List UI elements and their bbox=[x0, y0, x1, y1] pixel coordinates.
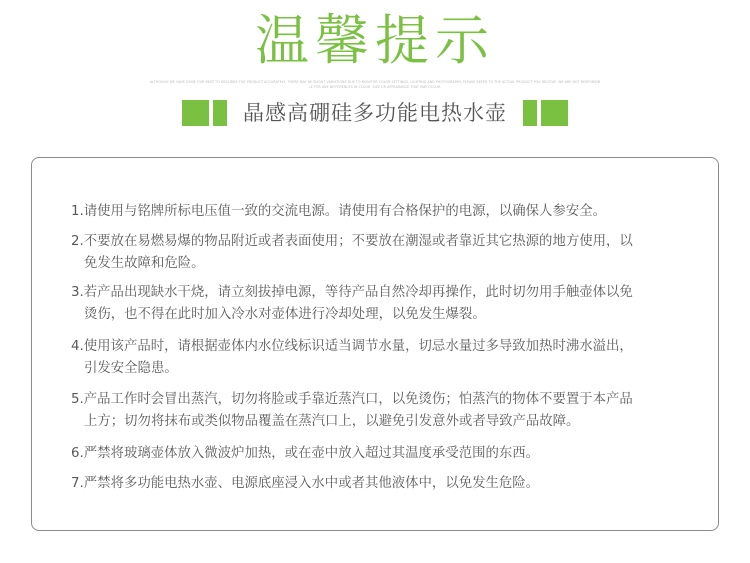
notice-line: 2.不要放在易燃易爆的物品附近或者表面使用；不要放在潮湿或者靠近其它热源的地方使用，以 bbox=[71, 234, 633, 249]
product-subtitle: 晶感高硼硅多功能电热水壶 bbox=[243, 101, 507, 125]
notice-item-1 bbox=[71, 201, 671, 223]
notice-box bbox=[31, 157, 719, 531]
notice-line: 烫伤，也不得在此时加入冷水对壶体进行冷却处理，以免发生爆裂。 bbox=[84, 307, 486, 322]
notice-line: 5.产品工作时会冒出蒸汽，切勿将脸或手靠近蒸汽口，以免烫伤；怕蒸汽的物体不要置于本产品 bbox=[71, 392, 633, 407]
accent-bar bbox=[523, 100, 537, 126]
right-accent-bars bbox=[523, 100, 568, 126]
notice-item-7 bbox=[71, 473, 671, 495]
notice-line: 6.严禁将玻璃壶体放入微波炉加热，或在壶中放入超过其温度承受范围的东西。 bbox=[71, 446, 540, 461]
subtitle-row bbox=[0, 97, 750, 129]
notice-line: 1.请使用与铭牌所标电压值一致的交流电源。请使用有合格保护的电源，以确保人参安全。 bbox=[71, 204, 607, 219]
notice-item-3 bbox=[71, 282, 671, 326]
notice-item-4 bbox=[71, 336, 671, 380]
notice-line: 免发生故障和危险。 bbox=[84, 256, 205, 271]
page-title: 温馨提示 bbox=[255, 9, 495, 72]
notice-line: 引发安全隐患。 bbox=[84, 361, 178, 376]
fine-print-disclaimer: ALTHOUGH WE HAVE DONE OUR BEST TO DESCRIBE THE PRODUCT ACCURATELY, THERE MAY BE SLIGHT VARIATIONS DUE TO MONITOR COLOR SETTINGS, LIGHTING AND PHOTOGRAPHY. PLEASE REFER TO THE ACTUAL PRODUCT YOU RECEIVE. WE ARE NOT RESPONSIBLE FOR ANY DIFFERENCES IN COLOR, SIZE OR APPEARANCE THAT MAY OCCUR. bbox=[150, 80, 600, 89]
notice-item-2 bbox=[71, 231, 671, 275]
left-accent-bars bbox=[182, 100, 227, 126]
notice-line: 4.使用该产品时，请根据壶体内水位线标识适当调节水量，切忌水量过多导致加热时沸水溢出， bbox=[71, 339, 633, 354]
accent-bar bbox=[541, 100, 568, 126]
notice-line: 上方；切勿将抹布或类似物品覆盖在蒸汽口上，以避免引发意外或者导致产品故障。 bbox=[84, 414, 580, 429]
accent-bar bbox=[182, 100, 209, 126]
notice-line: 3.若产品出现缺水干烧，请立刻拔掉电源，等待产品自然冷却再操作，此时切勿用手触壶体以免 bbox=[71, 285, 633, 300]
notice-item-6 bbox=[71, 443, 671, 465]
notice-item-5 bbox=[71, 389, 671, 433]
accent-bar bbox=[213, 100, 227, 126]
notice-line: 7.严禁将多功能电热水壶、电源底座浸入水中或者其他液体中，以免发生危险。 bbox=[71, 476, 540, 491]
